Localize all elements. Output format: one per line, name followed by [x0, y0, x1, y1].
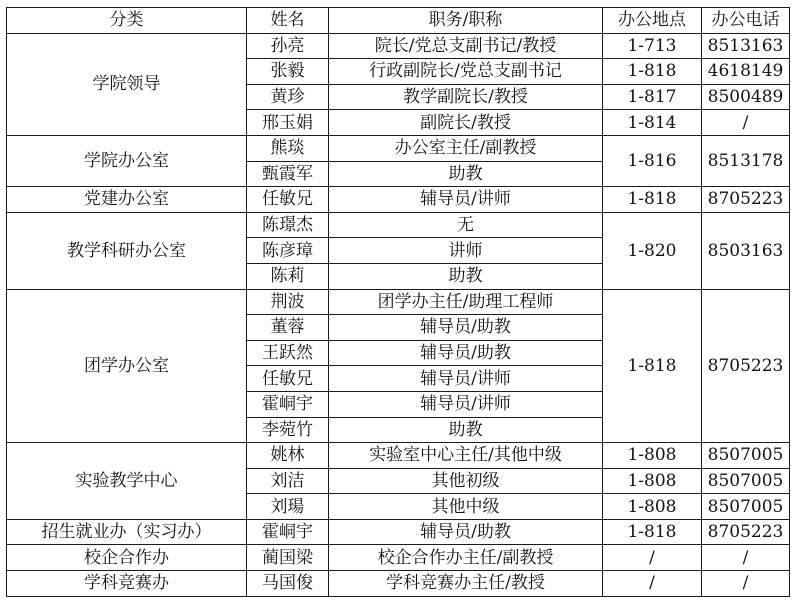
title-cell: 辅导员/助教 — [329, 340, 603, 366]
title-cell: 辅导员/讲师 — [329, 391, 603, 417]
title-cell: 实验室中心主任/其他中级 — [329, 443, 603, 469]
table-row — [7, 135, 790, 161]
header-category: 分类 — [7, 8, 247, 34]
header-location: 办公地点 — [603, 8, 702, 34]
name-cell: 邢玉娟 — [247, 110, 329, 136]
category-cell: 招生就业办（实习办） — [7, 519, 247, 545]
name-cell: 姚林 — [247, 443, 329, 469]
name-cell: 黄珍 — [247, 84, 329, 110]
title-cell: 无 — [329, 212, 603, 238]
name-cell: 任敏兄 — [247, 187, 329, 213]
title-cell: 其他中级 — [329, 494, 603, 520]
name-cell: 孙亮 — [247, 33, 329, 59]
title-cell: 学科竞赛办主任/教授 — [329, 571, 603, 597]
title-cell: 辅导员/讲师 — [329, 366, 603, 392]
name-cell: 霍峒宇 — [247, 391, 329, 417]
location-cell: 1-808 — [603, 443, 702, 469]
name-cell: 陈彦璋 — [247, 238, 329, 264]
title-cell: 校企合作办主任/副教授 — [329, 545, 603, 571]
name-cell: 刘洁 — [247, 468, 329, 494]
category-cell: 实验教学中心 — [7, 443, 247, 520]
phone-cell: 8507005 — [702, 468, 790, 494]
name-cell: 董蓉 — [247, 315, 329, 341]
name-cell: 蔺国梁 — [247, 545, 329, 571]
phone-cell: 8507005 — [702, 494, 790, 520]
header-title: 职务/职称 — [329, 8, 603, 34]
location-cell: 1-818 — [603, 59, 702, 85]
phone-cell: 8705223 — [702, 289, 790, 443]
phone-cell: 8705223 — [702, 519, 790, 545]
phone-cell: 8513178 — [702, 135, 790, 186]
location-cell: 1-817 — [603, 84, 702, 110]
header-phone: 办公电话 — [702, 8, 790, 34]
category-cell: 团学办公室 — [7, 289, 247, 443]
name-cell: 陈璟杰 — [247, 212, 329, 238]
location-cell: 1-820 — [603, 212, 702, 289]
table-row — [7, 289, 790, 315]
staff-directory-table — [6, 7, 790, 597]
table-row — [7, 443, 790, 469]
title-cell: 团学办主任/助理工程师 — [329, 289, 603, 315]
phone-cell: 8513163 — [702, 33, 790, 59]
name-cell: 马国俊 — [247, 571, 329, 597]
header-name: 姓名 — [247, 8, 329, 34]
phone-cell: / — [702, 110, 790, 136]
location-cell: 1-816 — [603, 135, 702, 186]
title-cell: 辅导员/助教 — [329, 315, 603, 341]
phone-cell: / — [702, 571, 790, 597]
name-cell: 任敏兄 — [247, 366, 329, 392]
title-cell: 辅导员/助教 — [329, 519, 603, 545]
phone-cell: 8705223 — [702, 187, 790, 213]
title-cell: 办公室主任/副教授 — [329, 135, 603, 161]
title-cell: 院长/党总支副书记/教授 — [329, 33, 603, 59]
table-row — [7, 187, 790, 213]
title-cell: 副院长/教授 — [329, 110, 603, 136]
category-cell: 学院办公室 — [7, 135, 247, 186]
category-cell: 校企合作办 — [7, 545, 247, 571]
category-cell: 学院领导 — [7, 33, 247, 135]
location-cell: 1-818 — [603, 519, 702, 545]
table-row — [7, 33, 790, 59]
location-cell: 1-808 — [603, 468, 702, 494]
phone-cell: / — [702, 545, 790, 571]
location-cell: 1-818 — [603, 187, 702, 213]
category-cell: 学科竞赛办 — [7, 571, 247, 597]
name-cell: 张毅 — [247, 59, 329, 85]
name-cell: 甄霞军 — [247, 161, 329, 187]
name-cell: 荆波 — [247, 289, 329, 315]
name-cell: 刘瑒 — [247, 494, 329, 520]
name-cell: 熊琰 — [247, 135, 329, 161]
location-cell: 1-818 — [603, 289, 702, 443]
title-cell: 辅导员/讲师 — [329, 187, 603, 213]
location-cell: / — [603, 545, 702, 571]
table-row — [7, 212, 790, 238]
category-cell: 党建办公室 — [7, 187, 247, 213]
header-row — [7, 8, 790, 34]
name-cell: 王跃然 — [247, 340, 329, 366]
name-cell: 李菀竹 — [247, 417, 329, 443]
phone-cell: 8500489 — [702, 84, 790, 110]
phone-cell: 4618149 — [702, 59, 790, 85]
table-row — [7, 519, 790, 545]
location-cell: 1-808 — [603, 494, 702, 520]
title-cell: 教学副院长/教授 — [329, 84, 603, 110]
title-cell: 行政副院长/党总支副书记 — [329, 59, 603, 85]
phone-cell: 8507005 — [702, 443, 790, 469]
category-cell: 教学科研办公室 — [7, 212, 247, 289]
title-cell: 助教 — [329, 161, 603, 187]
location-cell: 1-713 — [603, 33, 702, 59]
table-body — [7, 33, 790, 596]
name-cell: 霍峒宇 — [247, 519, 329, 545]
name-cell: 陈莉 — [247, 263, 329, 289]
title-cell: 助教 — [329, 417, 603, 443]
title-cell: 其他初级 — [329, 468, 603, 494]
title-cell: 讲师 — [329, 238, 603, 264]
location-cell: / — [603, 571, 702, 597]
title-cell: 助教 — [329, 263, 603, 289]
location-cell: 1-814 — [603, 110, 702, 136]
table-row — [7, 545, 790, 571]
table-row — [7, 571, 790, 597]
phone-cell: 8503163 — [702, 212, 790, 289]
